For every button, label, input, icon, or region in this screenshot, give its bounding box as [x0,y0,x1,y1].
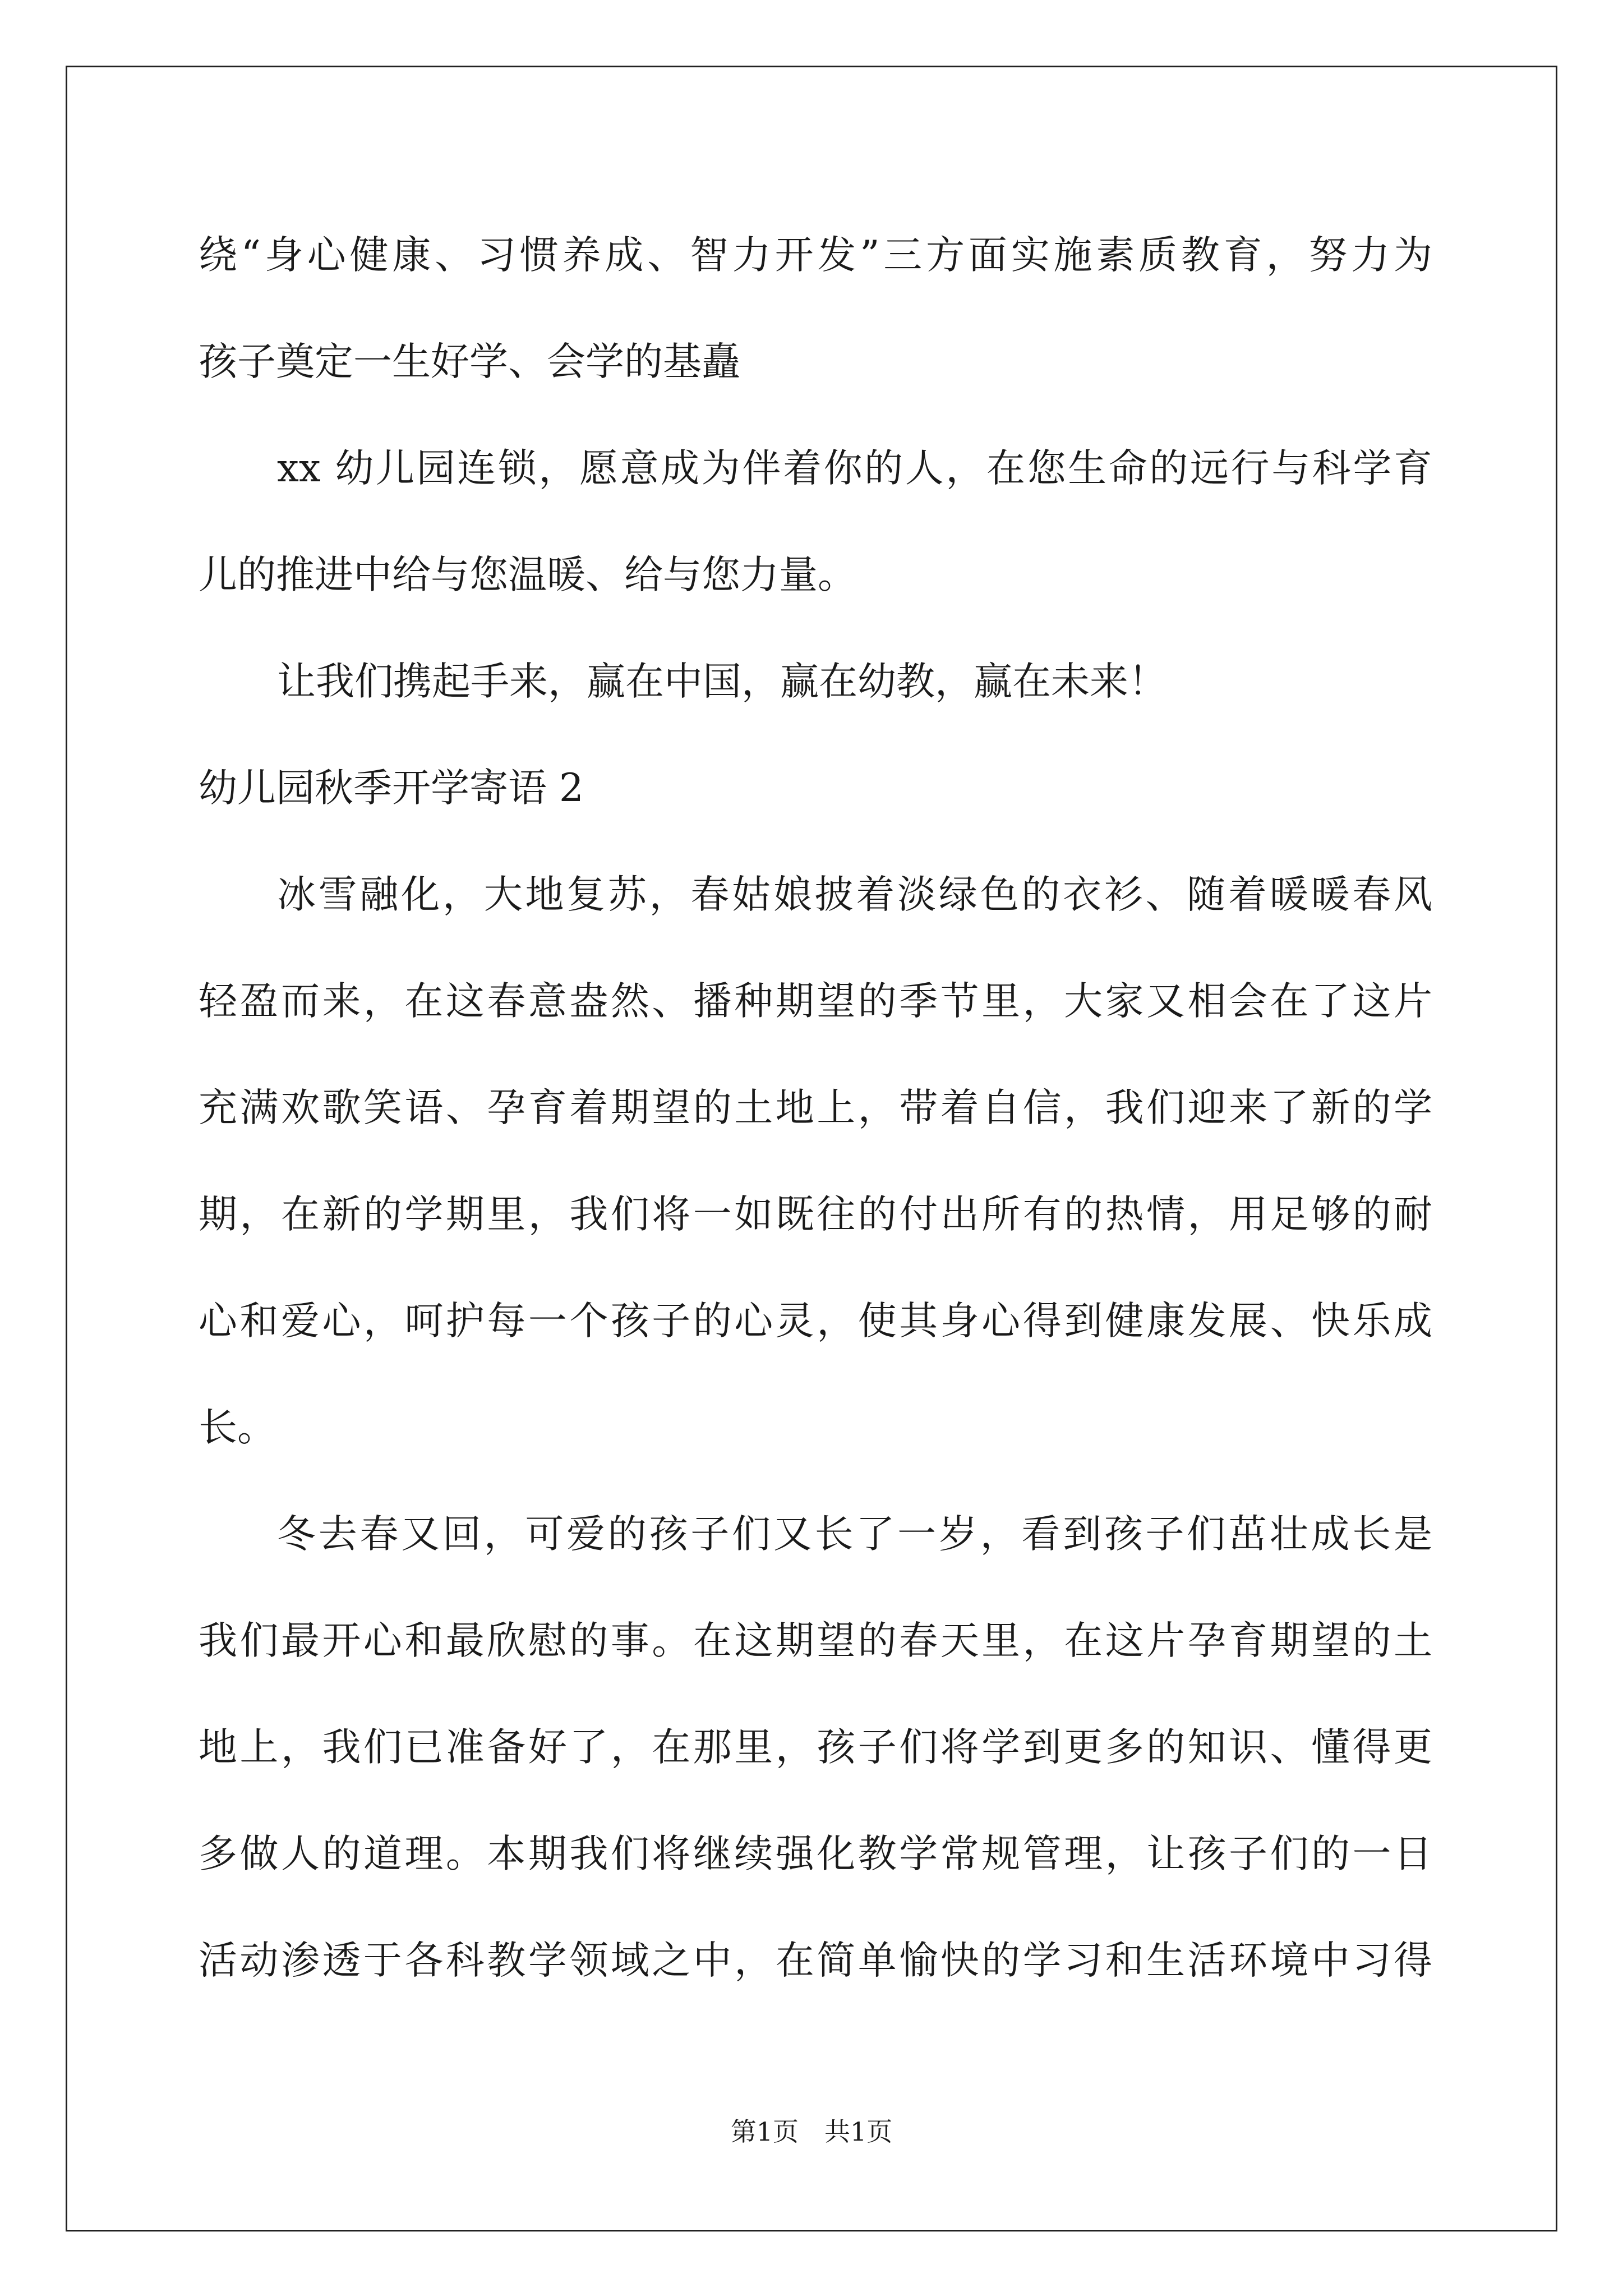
text-line: 多做人的道理。本期我们将继续强化教学常规管理，让孩子们的一日 [199,1832,1432,1876]
text-line: 冰雪融化，大地复苏，春姑娘披着淡绿色的衣衫、随着暖暖春风 [277,872,1432,917]
text-line: 让我们携起手来，赢在中国，赢在幼教，赢在未来！ [277,659,1167,704]
text-line: 充满欢歌笑语、孕育着期望的土地上，带着自信，我们迎来了新的学 [199,1085,1432,1130]
text-line: 活动渗透于各科教学领域之中，在简单愉快的学习和生活环境中习得 [199,1938,1432,1983]
text-line: 长。 [199,1405,276,1450]
text-line: 孩子奠定一生好学、会学的基矗 [199,339,740,384]
text-line: 心和爱心，呵护每一个孩子的心灵，使其身心得到健康发展、快乐成 [199,1299,1432,1343]
text-line: 轻盈而来，在这春意盎然、播种期望的季节里，大家又相会在了这片 [199,979,1432,1024]
document-body [199,213,1432,2025]
text-line: xx 幼儿园连锁，愿意成为伴着你的人，在您生命的远行与科学育 [277,446,1432,491]
text-line: 绕“身心健康、习惯养成、智力开发”三方面实施素质教育，努力为 [199,233,1432,278]
page-footer: 第1页 共1页 [730,2116,893,2147]
text-line: 冬去春又回，可爱的孩子们又长了一岁，看到孩子们茁壮成长是 [277,1512,1432,1557]
text-line: 期，在新的学期里，我们将一如既往的付出所有的热情，用足够的耐 [199,1192,1432,1237]
text-line: 儿的推进中给与您温暖、给与您力量。 [199,553,856,597]
text-line: 我们最开心和最欣慰的事。在这期望的春天里，在这片孕育期望的土 [199,1618,1432,1663]
text-line: 地上，我们已准备好了，在那里，孩子们将学到更多的知识、懂得更 [199,1725,1432,1770]
section-heading: 幼儿园秋季开学寄语 2 [199,766,584,811]
